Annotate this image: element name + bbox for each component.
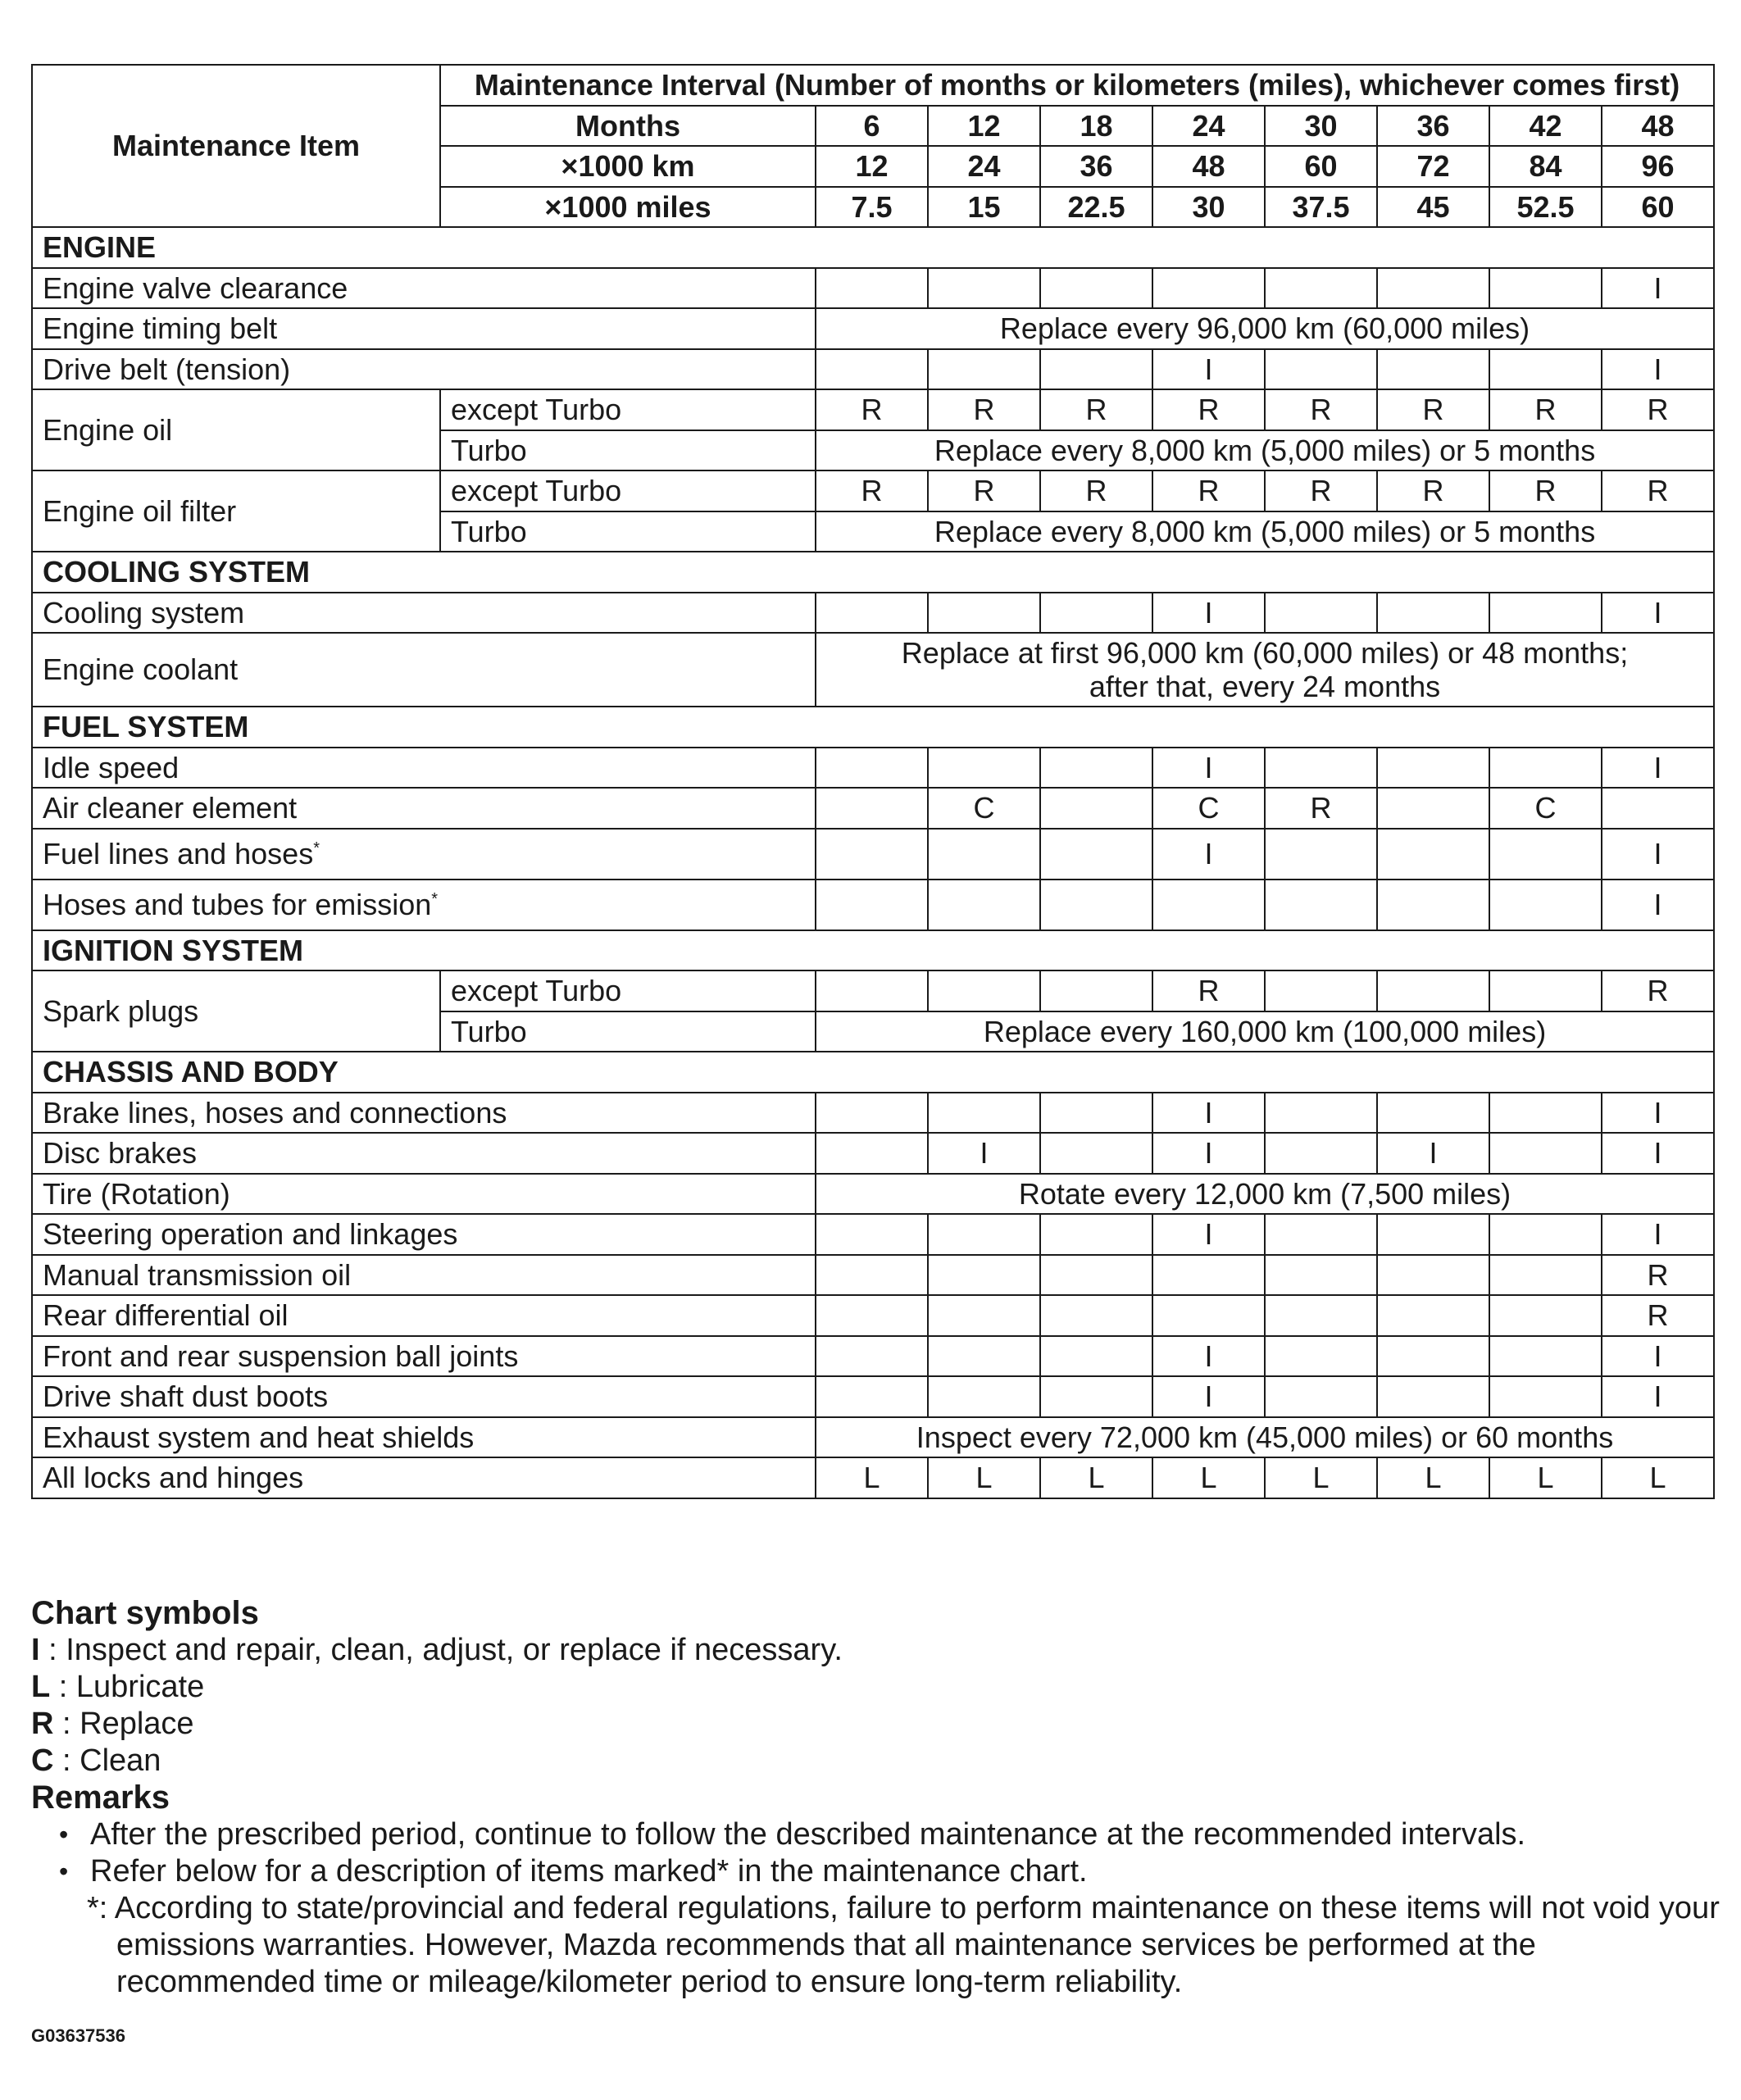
- emission-asterisk: *: [431, 889, 439, 908]
- symbol-cell: [1489, 1376, 1602, 1417]
- symbol-cell: L: [1377, 1457, 1489, 1498]
- table-row: [32, 389, 1714, 430]
- table-row: [32, 1093, 1714, 1134]
- table-row: [32, 1457, 1714, 1498]
- symbol-cell: [816, 970, 928, 1011]
- symbol-cell: [1265, 970, 1377, 1011]
- interval-value: 18: [1040, 106, 1152, 147]
- symbol-cell: [816, 1295, 928, 1336]
- symbol-cell: [816, 1133, 928, 1174]
- symbol-cell: [1040, 1376, 1152, 1417]
- symbol-cell: R: [816, 470, 928, 511]
- symbol-cell: R: [1265, 389, 1377, 430]
- item-label: [32, 1214, 816, 1255]
- item-label-text: Drive shaft dust boots: [43, 1380, 329, 1414]
- sub-item-label: except Turbo: [440, 389, 816, 430]
- item-label-text: Hoses and tubes for emission: [43, 887, 432, 921]
- symbol-cell: C: [1152, 788, 1265, 829]
- symbol-cell: R: [1152, 970, 1265, 1011]
- symbol-cell: [928, 268, 1040, 309]
- symbol-cell: [1377, 748, 1489, 789]
- item-label-text: Tire (Rotation): [43, 1176, 230, 1211]
- symbol-cell: C: [928, 788, 1040, 829]
- table-row: [32, 308, 1714, 349]
- interval-header: Maintenance Interval (Number of months or kilometers (miles), whichever comes first): [440, 65, 1714, 106]
- item-label: [32, 1255, 816, 1296]
- table-row: [32, 748, 1714, 789]
- symbol-cell: I: [1377, 1133, 1489, 1174]
- interval-note: Inspect every 72,000 km (45,000 miles) or 60 months: [816, 1417, 1714, 1458]
- symbol-cell: I: [1152, 829, 1265, 880]
- item-label: [32, 1093, 816, 1134]
- symbol-cell: [1489, 1133, 1602, 1174]
- symbol-cell: R: [1602, 389, 1714, 430]
- symbol-cell: [816, 593, 928, 634]
- symbol-cell: R: [1602, 970, 1714, 1011]
- remarks-list: [31, 1816, 1720, 1890]
- symbol-cell: [1489, 829, 1602, 880]
- symbol-cell: [1152, 1255, 1265, 1296]
- symbol-cell: [816, 1376, 928, 1417]
- table-row: [32, 788, 1714, 829]
- section-title: COOLING SYSTEM: [32, 552, 1714, 593]
- symbol-cell: [1377, 1214, 1489, 1255]
- symbol-cell: [1377, 268, 1489, 309]
- section-row: [32, 930, 1714, 971]
- symbol-cell: R: [1040, 389, 1152, 430]
- legend-symbol: I: [31, 1633, 40, 1667]
- section-row: [32, 552, 1714, 593]
- symbol-cell: [816, 880, 928, 930]
- symbol-cell: [928, 880, 1040, 930]
- interval-value: 60: [1265, 146, 1377, 187]
- symbol-cell: I: [1602, 349, 1714, 390]
- unit-label: ×1000 km: [440, 146, 816, 187]
- symbol-cell: [816, 829, 928, 880]
- symbol-cell: [1040, 829, 1152, 880]
- interval-value: 72: [1377, 146, 1489, 187]
- symbol-cell: [1265, 1133, 1377, 1174]
- item-label-text: Engine valve clearance: [43, 270, 348, 305]
- symbol-cell: [1040, 748, 1152, 789]
- emission-note: *: According to state/provincial and federal regulations, failure to perform maintenance on these items will not void your emissions warranties. However, Mazda recommends that all maintenance services be performed at the recommended time or mileage/kilometer period to ensure long-term reliability.: [87, 1891, 1720, 1999]
- symbol-cell: R: [928, 389, 1040, 430]
- symbol-cell: [1265, 349, 1377, 390]
- sub-item-label: Turbo: [440, 430, 816, 471]
- symbol-cell: [1040, 880, 1152, 930]
- item-label: [32, 1133, 816, 1174]
- maintenance-schedule: [31, 64, 1713, 1499]
- interval-note: Rotate every 12,000 km (7,500 miles): [816, 1174, 1714, 1215]
- item-label: Spark plugs: [32, 970, 440, 1052]
- interval-value: 30: [1265, 106, 1377, 147]
- symbol-cell: R: [1602, 470, 1714, 511]
- symbol-cell: [1377, 349, 1489, 390]
- symbol-cell: [816, 1255, 928, 1296]
- item-label: [32, 748, 816, 789]
- symbol-cell: [1489, 1214, 1602, 1255]
- item-label: [32, 829, 816, 880]
- section-title: FUEL SYSTEM: [32, 707, 1714, 748]
- symbol-cell: [816, 1336, 928, 1377]
- table-row: [32, 1255, 1714, 1296]
- interval-value: 84: [1489, 146, 1602, 187]
- symbol-cell: [928, 829, 1040, 880]
- symbol-cell: R: [816, 389, 928, 430]
- symbol-cell: L: [1040, 1457, 1152, 1498]
- symbol-cell: [1040, 1295, 1152, 1336]
- symbol-cell: I: [1602, 1376, 1714, 1417]
- item-label: [32, 788, 816, 829]
- symbol-cell: [1265, 593, 1377, 634]
- legend-symbols: [31, 1632, 1720, 1780]
- symbol-cell: I: [1602, 829, 1714, 880]
- remarks-title: Remarks: [31, 1780, 170, 1816]
- item-label: Engine oil: [32, 389, 440, 470]
- interval-value: 24: [1152, 106, 1265, 147]
- section-title: ENGINE: [32, 227, 1714, 268]
- legend-symbol: R: [31, 1707, 54, 1741]
- symbol-cell: [1040, 970, 1152, 1011]
- symbol-cell: [1265, 1214, 1377, 1255]
- symbol-cell: R: [1602, 1255, 1714, 1296]
- interval-value: 24: [928, 146, 1040, 187]
- legend-title: Chart symbols: [31, 1595, 259, 1631]
- table-row: [32, 470, 1714, 511]
- symbol-cell: [1377, 880, 1489, 930]
- symbol-cell: [1489, 880, 1602, 930]
- table-row: [32, 1336, 1714, 1377]
- table-row: [32, 1133, 1714, 1174]
- item-label-text: Engine coolant: [43, 652, 239, 687]
- interval-value: 45: [1377, 187, 1489, 228]
- symbol-cell: I: [1152, 1376, 1265, 1417]
- item-label-text: Exhaust system and heat shields: [43, 1420, 475, 1454]
- symbol-cell: I: [1602, 880, 1714, 930]
- interval-value: 7.5: [816, 187, 928, 228]
- legend-entry: [31, 1706, 1720, 1743]
- symbol-cell: [928, 1255, 1040, 1296]
- item-label: [32, 1336, 816, 1377]
- interval-value: 36: [1040, 146, 1152, 187]
- symbol-cell: [928, 748, 1040, 789]
- symbol-cell: [1265, 268, 1377, 309]
- interval-note: Replace every 8,000 km (5,000 miles) or 5 months: [816, 511, 1714, 552]
- symbol-cell: [816, 788, 928, 829]
- symbol-cell: [1265, 1295, 1377, 1336]
- symbol-cell: L: [816, 1457, 928, 1498]
- symbol-cell: [1377, 1093, 1489, 1134]
- symbol-cell: [928, 1093, 1040, 1134]
- sub-item-label: except Turbo: [440, 470, 816, 511]
- item-label: [32, 349, 816, 390]
- section-row: [32, 227, 1714, 268]
- interval-note-line: Replace at first 96,000 km (60,000 miles) or 48 months;: [901, 635, 1629, 670]
- symbol-cell: [816, 349, 928, 390]
- figure-id: G03637536: [31, 2025, 125, 2046]
- symbol-cell: I: [1152, 1336, 1265, 1377]
- item-label-text: Drive belt (tension): [43, 352, 291, 386]
- item-label: [32, 1457, 816, 1498]
- symbol-cell: R: [1265, 470, 1377, 511]
- item-header: Maintenance Item: [32, 65, 440, 227]
- table-row: [32, 349, 1714, 390]
- item-label-text: All locks and hinges: [43, 1461, 304, 1495]
- symbol-cell: [1489, 1093, 1602, 1134]
- interval-value: 42: [1489, 106, 1602, 147]
- interval-value: 52.5: [1489, 187, 1602, 228]
- interval-value: 30: [1152, 187, 1265, 228]
- interval-value: 12: [928, 106, 1040, 147]
- symbol-cell: [1489, 349, 1602, 390]
- chart-legend: [31, 1595, 1720, 2001]
- symbol-cell: R: [1489, 389, 1602, 430]
- interval-note: Replace every 96,000 km (60,000 miles): [816, 308, 1714, 349]
- interval-value: 60: [1602, 187, 1714, 228]
- symbol-cell: R: [1377, 470, 1489, 511]
- symbol-cell: [1489, 593, 1602, 634]
- symbol-cell: [1489, 1255, 1602, 1296]
- symbol-cell: L: [1152, 1457, 1265, 1498]
- symbol-cell: I: [1152, 1133, 1265, 1174]
- symbol-cell: [1377, 1255, 1489, 1296]
- symbol-cell: L: [1489, 1457, 1602, 1498]
- symbol-cell: [1377, 593, 1489, 634]
- table-row: [32, 593, 1714, 634]
- interval-note: Replace every 8,000 km (5,000 miles) or 5 months: [816, 430, 1714, 471]
- symbol-cell: R: [1265, 788, 1377, 829]
- legend-description: : Clean: [62, 1743, 161, 1778]
- symbol-cell: [816, 748, 928, 789]
- symbol-cell: R: [1602, 1295, 1714, 1336]
- symbol-cell: [1040, 349, 1152, 390]
- symbol-cell: I: [1152, 1093, 1265, 1134]
- interval-value: 37.5: [1265, 187, 1377, 228]
- symbol-cell: [1377, 1336, 1489, 1377]
- symbol-cell: L: [1265, 1457, 1377, 1498]
- symbol-cell: C: [1489, 788, 1602, 829]
- symbol-cell: [1489, 748, 1602, 789]
- symbol-cell: I: [1152, 593, 1265, 634]
- unit-label: Months: [440, 106, 816, 147]
- item-label-text: Disc brakes: [43, 1136, 198, 1170]
- section-row: [32, 1052, 1714, 1093]
- symbol-cell: [816, 1093, 928, 1134]
- symbol-cell: [1040, 593, 1152, 634]
- item-label: [32, 268, 816, 309]
- table-row: [32, 1295, 1714, 1336]
- symbol-cell: [1377, 788, 1489, 829]
- symbol-cell: [928, 1295, 1040, 1336]
- symbol-cell: [1040, 1133, 1152, 1174]
- symbol-cell: I: [928, 1133, 1040, 1174]
- symbol-cell: [1040, 1336, 1152, 1377]
- symbol-cell: I: [1152, 349, 1265, 390]
- legend-symbol: C: [31, 1743, 54, 1778]
- symbol-cell: [1040, 268, 1152, 309]
- item-label-text: Brake lines, hoses and connections: [43, 1095, 507, 1130]
- symbol-cell: [1489, 1336, 1602, 1377]
- symbol-cell: [1265, 1376, 1377, 1417]
- interval-note: [816, 633, 1714, 707]
- symbol-cell: R: [1152, 389, 1265, 430]
- item-label-text: Fuel lines and hoses: [43, 836, 314, 870]
- symbol-cell: [1040, 788, 1152, 829]
- legend-entry: [31, 1669, 1720, 1706]
- interval-value: 48: [1602, 106, 1714, 147]
- symbol-cell: [1152, 268, 1265, 309]
- symbol-cell: [1377, 1295, 1489, 1336]
- symbol-cell: [1265, 829, 1377, 880]
- symbol-cell: [1377, 1376, 1489, 1417]
- item-label-text: Cooling system: [43, 595, 245, 630]
- table-row: [32, 268, 1714, 309]
- symbol-cell: R: [1152, 470, 1265, 511]
- item-label-text: Air cleaner element: [43, 791, 298, 825]
- symbol-cell: R: [1040, 470, 1152, 511]
- table-row: [32, 1214, 1714, 1255]
- symbol-cell: [928, 593, 1040, 634]
- symbol-cell: R: [1377, 389, 1489, 430]
- interval-value: 96: [1602, 146, 1714, 187]
- symbol-cell: [1040, 1093, 1152, 1134]
- item-label-text: Rear differential oil: [43, 1298, 289, 1333]
- table-row: [32, 1174, 1714, 1215]
- interval-note-line: after that, every 24 months: [1089, 670, 1441, 703]
- legend-description: : Replace: [62, 1707, 194, 1741]
- symbol-cell: [1265, 1255, 1377, 1296]
- interval-value: 22.5: [1040, 187, 1152, 228]
- interval-value: 6: [816, 106, 928, 147]
- table-row: [32, 829, 1714, 880]
- emission-asterisk: *: [313, 839, 320, 857]
- item-label: Engine oil filter: [32, 470, 440, 552]
- legend-entry: [31, 1632, 1720, 1669]
- interval-value: 12: [816, 146, 928, 187]
- legend-entry: [31, 1743, 1720, 1780]
- symbol-cell: [1265, 1093, 1377, 1134]
- interval-value: 48: [1152, 146, 1265, 187]
- remark-item: • After the prescribed period, continue to follow the described maintenance at the recommended intervals.: [59, 1816, 1720, 1853]
- legend-symbol: L: [31, 1670, 51, 1704]
- header-row: [32, 65, 1714, 106]
- item-label: [32, 1417, 816, 1458]
- symbol-cell: I: [1602, 268, 1714, 309]
- symbol-cell: L: [928, 1457, 1040, 1498]
- table-row: [32, 880, 1714, 930]
- item-label: [32, 593, 816, 634]
- remark-item: • Refer below for a description of items marked* in the maintenance chart.: [59, 1853, 1720, 1890]
- symbol-cell: I: [1152, 1214, 1265, 1255]
- item-label-text: Idle speed: [43, 750, 180, 784]
- interval-note: Replace every 160,000 km (100,000 miles): [816, 1011, 1714, 1052]
- item-label-text: Manual transmission oil: [43, 1257, 352, 1292]
- item-label-text: Front and rear suspension ball joints: [43, 1339, 519, 1373]
- sub-item-label: Turbo: [440, 511, 816, 552]
- maintenance-table: [31, 64, 1715, 1499]
- symbol-cell: I: [1602, 1336, 1714, 1377]
- table-row: [32, 633, 1714, 707]
- symbol-cell: [1265, 748, 1377, 789]
- symbol-cell: R: [928, 470, 1040, 511]
- item-label: [32, 308, 816, 349]
- symbol-cell: [1377, 970, 1489, 1011]
- item-label: [32, 880, 816, 930]
- symbol-cell: I: [1602, 1214, 1714, 1255]
- symbol-cell: I: [1602, 593, 1714, 634]
- symbol-cell: [1040, 1214, 1152, 1255]
- symbol-cell: [816, 1214, 928, 1255]
- section-row: [32, 707, 1714, 748]
- legend-description: : Inspect and repair, clean, adjust, or replace if necessary.: [48, 1633, 843, 1667]
- symbol-cell: [928, 1214, 1040, 1255]
- item-label: [32, 633, 816, 707]
- table-row: [32, 970, 1714, 1011]
- symbol-cell: [1265, 880, 1377, 930]
- item-label-text: Steering operation and linkages: [43, 1217, 458, 1252]
- symbol-cell: I: [1602, 1133, 1714, 1174]
- item-label: [32, 1174, 816, 1215]
- symbol-cell: [928, 1376, 1040, 1417]
- symbol-cell: [1602, 788, 1714, 829]
- symbol-cell: [1265, 1336, 1377, 1377]
- symbol-cell: [1152, 1295, 1265, 1336]
- table-row: [32, 1417, 1714, 1458]
- symbol-cell: I: [1602, 1093, 1714, 1134]
- symbol-cell: [928, 970, 1040, 1011]
- section-title: IGNITION SYSTEM: [32, 930, 1714, 971]
- symbol-cell: [1489, 1295, 1602, 1336]
- symbol-cell: [1489, 268, 1602, 309]
- symbol-cell: [816, 268, 928, 309]
- sub-item-label: except Turbo: [440, 970, 816, 1011]
- symbol-cell: I: [1602, 748, 1714, 789]
- sub-item-label: Turbo: [440, 1011, 816, 1052]
- legend-description: : Lubricate: [58, 1670, 205, 1704]
- item-label-text: Engine timing belt: [43, 311, 278, 346]
- unit-label: ×1000 miles: [440, 187, 816, 228]
- item-label: [32, 1376, 816, 1417]
- symbol-cell: [928, 349, 1040, 390]
- interval-value: 36: [1377, 106, 1489, 147]
- symbol-cell: [1489, 970, 1602, 1011]
- symbol-cell: [1377, 829, 1489, 880]
- item-label: [32, 1295, 816, 1336]
- symbol-cell: R: [1489, 470, 1602, 511]
- symbol-cell: I: [1152, 748, 1265, 789]
- symbol-cell: [1152, 880, 1265, 930]
- symbol-cell: L: [1602, 1457, 1714, 1498]
- table-row: [32, 1376, 1714, 1417]
- interval-value: 15: [928, 187, 1040, 228]
- symbol-cell: [1040, 1255, 1152, 1296]
- symbol-cell: [928, 1336, 1040, 1377]
- section-title: CHASSIS AND BODY: [32, 1052, 1714, 1093]
